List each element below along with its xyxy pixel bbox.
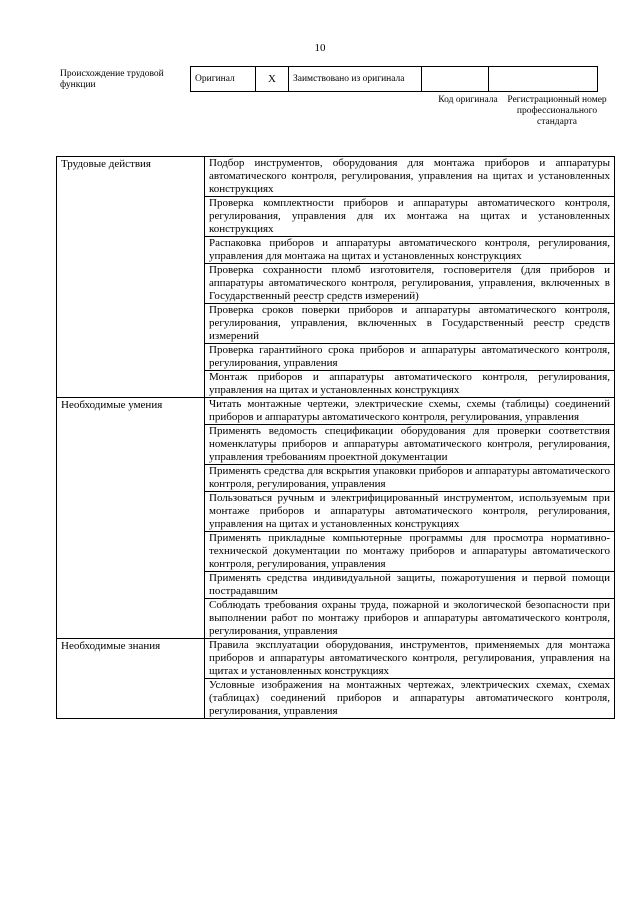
borrowed-label: Заимствовано из оригинала: [289, 67, 422, 92]
section-item: Пользоваться ручным и электрифицированный инструментом, используемым при монтаже приборов и аппаратуры автоматического контроля, регулирования, управления на щитах и установленных конструкциях: [205, 492, 615, 532]
original-label: Оригинал: [191, 67, 256, 92]
section-item: Распаковка приборов и аппаратуры автоматического контроля, регулирования, управления для монтажа на щитах и установленных конструкциях: [205, 237, 615, 264]
function-table: [56, 156, 615, 719]
section-item: Читать монтажные чертежи, электрические схемы, схемы (таблицы) соединений приборов и аппаратуры автоматического контроля, регулирования, управления: [205, 398, 615, 425]
section-title: Необходимые умения: [57, 398, 205, 639]
section-title: Необходимые знания: [57, 639, 205, 719]
reg-number-cell: [489, 67, 598, 92]
section-item: Правила эксплуатации оборудования, инструментов, применяемых для монтажа приборов и аппаратуры автоматического контроля, регулирования, управления на щитах и установленных конструкциях: [205, 639, 615, 679]
section-item: Применять прикладные компьютерные программы для просмотра нормативно-технической документации по монтажу приборов и аппаратуры автоматического контроля, регулирования, управления: [205, 532, 615, 572]
table-row: [57, 157, 615, 197]
section-title: Трудовые действия: [57, 157, 205, 398]
code-cell: [422, 67, 489, 92]
section-item: Применять средства для вскрытия упаковки приборов и аппаратуры автоматического контроля, регулирования, управления: [205, 465, 615, 492]
code-label: Код оригинала: [438, 95, 498, 105]
section-item: Проверка сохранности пломб изготовителя, госповерителя (для приборов и аппаратуры автоматического контроля, регулирования, управления, включенных в Государственный реестр средств измерений): [205, 264, 615, 304]
section-item: Проверка гарантийного срока приборов и аппаратуры автоматического контроля, регулирования, управления: [205, 344, 615, 371]
origin-table: [190, 66, 598, 92]
section-item: Условные изображения на монтажных чертежах, электрических схемах, схемах (таблицах) соединений приборов и аппаратуры автоматического контроля, регулирования, управления: [205, 679, 615, 719]
table-row: [57, 398, 615, 425]
original-mark: X: [256, 67, 289, 92]
section-item: Проверка сроков поверки приборов и аппаратуры автоматического контроля, регулирования, управления, включенных в Государственный реестр средств измерений: [205, 304, 615, 344]
section-item: Применять средства индивидуальной защиты, пожаротушения и первой помощи пострадавшим: [205, 572, 615, 599]
page-number: 10: [314, 42, 326, 54]
reg-number-label: Регистрационный номер профессионального стандарта: [507, 95, 607, 127]
section-item: Монтаж приборов и аппаратуры автоматического контроля, регулирования, управления на щитах и установленных конструкциях: [205, 371, 615, 398]
section-item: Проверка комплектности приборов и аппаратуры автоматического контроля, регулирования, управления для их монтажа на щитах и установленных конструкциях: [205, 197, 615, 237]
section-item: Соблюдать требования охраны труда, пожарной и экологической безопасности при выполнении работ по монтажу приборов и аппаратуры автоматического контроля, регулирования, управления: [205, 599, 615, 639]
section-item: Применять ведомость спецификации оборудования для проверки соответствия номенклатуры приборов и аппаратуры автоматического контроля, регулирования, управления требованиям проектной документации: [205, 425, 615, 465]
table-row: [57, 639, 615, 679]
origin-label: Происхождение трудовой функции: [60, 69, 164, 90]
section-item: Подбор инструментов, оборудования для монтажа приборов и аппаратуры автоматического контроля, регулирования, управления на щитах и установленных конструкциях: [205, 157, 615, 197]
